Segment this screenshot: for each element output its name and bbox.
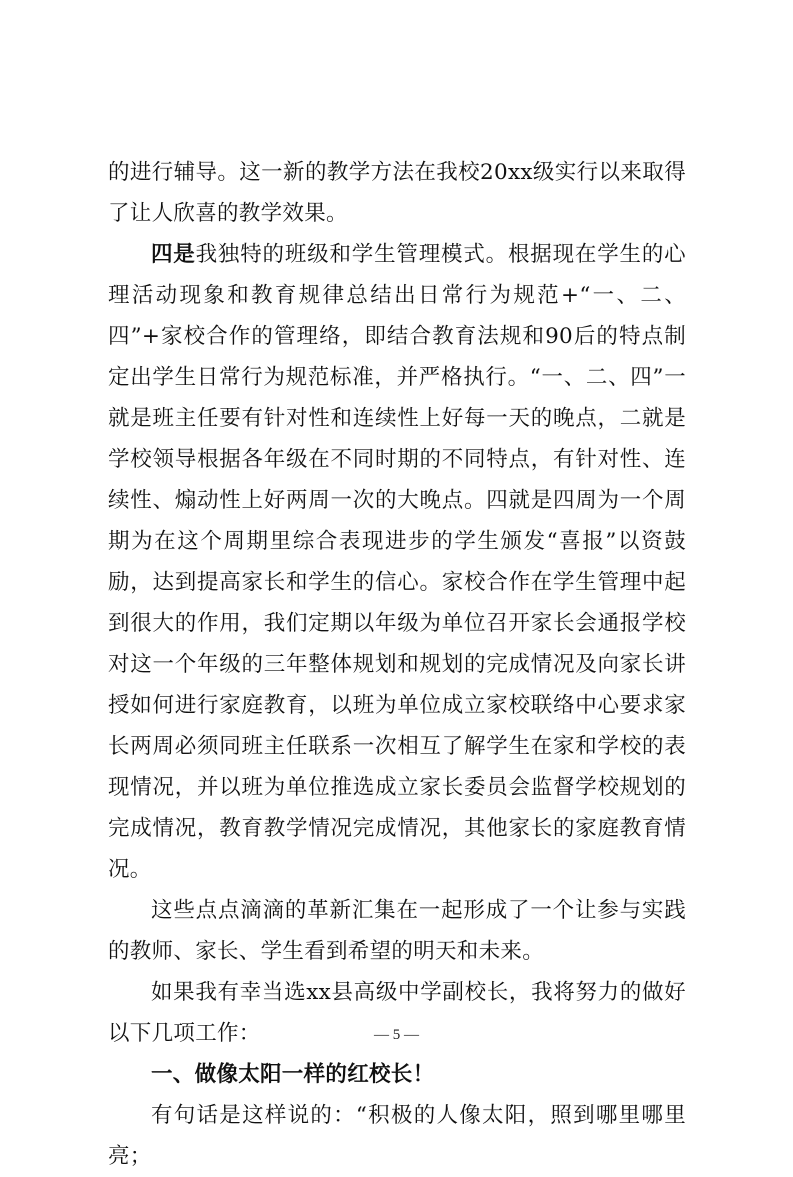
- page-number: — 5 —: [374, 1027, 419, 1043]
- paragraph-innovations: 这些点点滴滴的革新汇集在一起形成了一个让参与实践的教师、家长、学生看到希望的明天和未来。: [108, 898, 686, 964]
- paragraph-saying: 有句话是这样说的：“积极的人像太阳，照到哪里哪里亮；: [108, 1103, 686, 1169]
- section-heading: 一、做像太阳一样的红校长！: [151, 1062, 435, 1087]
- paragraph-continuation: 的进行辅导。这一新的教学方法在我校20xx级实行以来取得了让人欣喜的教学效果。: [108, 160, 686, 226]
- paragraph-body: 我独特的班级和学生管理模式。根据现在学生的心理活动现象和教育规律总结出日常行为规范+“一、二、四”+家校合作的管理络，即结合教育法规和90后的特点制定出学生日常行为规范标准，并严格执行。“一、二、四”一就是班主任要有针对性和连续性上好每一天的晚点，二就是学校领导根据各年级在不同时期的不同特点，有针对性、连续性、煽动性上好两周一次的大晚点。四就是四周为一个周期为在这个周期里综合表现进步的学生颁发“喜报”以资鼓励，达到提高家长和学生的信心。家校合作在学生管理中起到很大的作用，我们定期以年级为单位召开家长会通报学校对这一个年级的三年整体规划和规划的完成情况及向家长讲授如何进行家庭教育，以班为单位成立家校联络中心要求家长两周必须同班主任联系一次相互了解学生在家和学校的表现情况，并以班为单位推选成立家长委员会监督学校规划的完成情况，教育教学情况完成情况，其他家长的家庭教育情况。: [108, 242, 686, 882]
- paragraph-if-elected: 如果我有幸当选xx县高级中学副校长，我将努力的做好以下几项工作：: [108, 980, 686, 1046]
- paragraph-lead: 四是: [151, 242, 196, 267]
- paragraph-management-model: [108, 234, 686, 890]
- document-body: [108, 152, 686, 1177]
